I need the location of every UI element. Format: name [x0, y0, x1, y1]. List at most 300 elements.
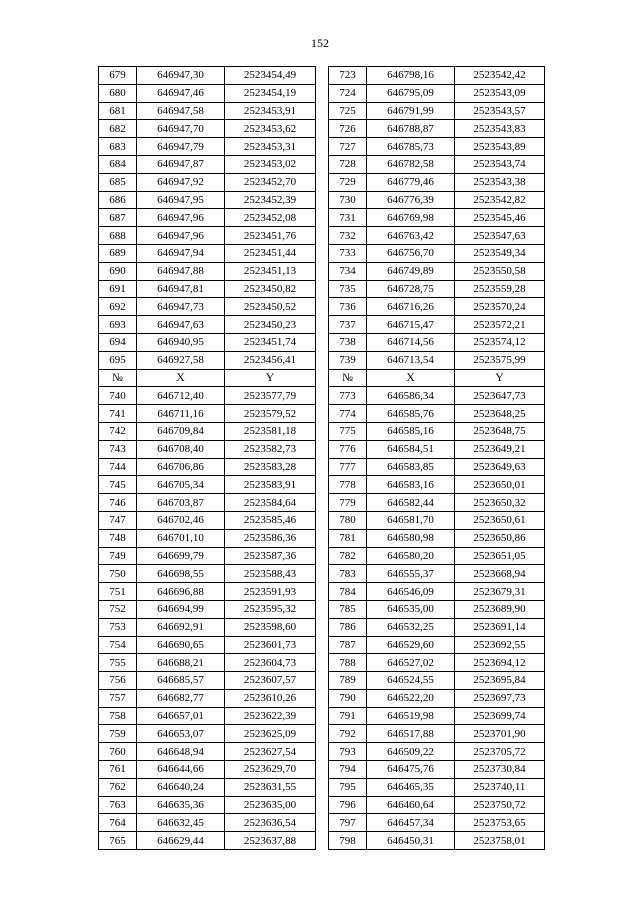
table-row: [99, 565, 545, 583]
point-number-cell: 749: [99, 547, 137, 565]
x-coordinate-cell: 646791,99: [367, 102, 455, 120]
y-coordinate-cell: 2523453,91: [225, 102, 316, 120]
y-coordinate-cell: 2523583,91: [225, 476, 316, 494]
x-coordinate-cell: 646947,73: [137, 298, 225, 316]
point-number-cell: 743: [99, 440, 137, 458]
point-number-cell: 681: [99, 102, 137, 120]
y-coordinate-cell: 2523574,12: [455, 333, 545, 351]
point-number-cell: 788: [329, 654, 367, 672]
point-number-cell: 747: [99, 511, 137, 529]
x-coordinate-cell: 646947,94: [137, 244, 225, 262]
point-number-cell: 680: [99, 84, 137, 102]
y-coordinate-cell: 2523452,08: [225, 209, 316, 227]
point-number-cell: 734: [329, 262, 367, 280]
point-number-cell: 776: [329, 440, 367, 458]
point-number-cell: 729: [329, 173, 367, 191]
y-coordinate-cell: 2523648,75: [455, 422, 545, 440]
y-coordinate-cell: 2523629,70: [225, 761, 316, 779]
y-coordinate-cell: 2523451,44: [225, 244, 316, 262]
y-coordinate-cell: 2523636,54: [225, 814, 316, 832]
x-coordinate-cell: 646711,16: [137, 405, 225, 423]
y-coordinate-cell: 2523581,18: [225, 422, 316, 440]
x-coordinate-cell: 646584,51: [367, 440, 455, 458]
column-gap: [316, 672, 329, 690]
column-gap: [316, 120, 329, 138]
point-number-cell: 679: [99, 67, 137, 85]
y-coordinate-cell: 2523631,55: [225, 778, 316, 796]
x-coordinate-cell: 646706,86: [137, 458, 225, 476]
column-gap: [316, 440, 329, 458]
point-number-cell: 733: [329, 244, 367, 262]
y-coordinate-cell: 2523453,02: [225, 155, 316, 173]
y-coordinate-cell: 2523601,73: [225, 636, 316, 654]
column-gap: [316, 529, 329, 547]
point-number-cell: 754: [99, 636, 137, 654]
table-row: [99, 387, 545, 405]
point-number-cell: 782: [329, 547, 367, 565]
point-number-cell: 787: [329, 636, 367, 654]
column-gap: [316, 547, 329, 565]
x-coordinate-cell: 646465,35: [367, 778, 455, 796]
point-number-cell: 798: [329, 832, 367, 850]
column-gap: [316, 761, 329, 779]
point-number-cell: 760: [99, 743, 137, 761]
table-row: [99, 191, 545, 209]
y-coordinate-cell: 2523607,57: [225, 672, 316, 690]
point-number-cell: 762: [99, 778, 137, 796]
header-y: Y: [455, 369, 545, 387]
column-gap: [316, 707, 329, 725]
point-number-cell: 728: [329, 155, 367, 173]
point-number-cell: 684: [99, 155, 137, 173]
y-coordinate-cell: 2523625,09: [225, 725, 316, 743]
table-row: [99, 672, 545, 690]
table-row: [99, 280, 545, 298]
column-gap: [316, 689, 329, 707]
x-coordinate-cell: 646947,87: [137, 155, 225, 173]
x-coordinate-cell: 646527,02: [367, 654, 455, 672]
point-number-cell: 739: [329, 351, 367, 369]
y-coordinate-cell: 2523572,21: [455, 316, 545, 334]
y-coordinate-cell: 2523452,70: [225, 173, 316, 191]
point-number-cell: 693: [99, 316, 137, 334]
point-number-cell: 759: [99, 725, 137, 743]
y-coordinate-cell: 2523451,76: [225, 227, 316, 245]
point-number-cell: 725: [329, 102, 367, 120]
column-gap: [316, 832, 329, 850]
table-row: [99, 227, 545, 245]
x-coordinate-cell: 646779,46: [367, 173, 455, 191]
column-gap: [316, 67, 329, 85]
table-row: [99, 67, 545, 85]
point-number-cell: 745: [99, 476, 137, 494]
y-coordinate-cell: 2523649,63: [455, 458, 545, 476]
table-row: [99, 173, 545, 191]
x-coordinate-cell: 646782,58: [367, 155, 455, 173]
column-gap: [316, 654, 329, 672]
column-gap: [316, 209, 329, 227]
x-coordinate-cell: 646701,10: [137, 529, 225, 547]
point-number-cell: 724: [329, 84, 367, 102]
y-coordinate-cell: 2523450,23: [225, 316, 316, 334]
x-coordinate-cell: 646529,60: [367, 636, 455, 654]
point-number-cell: 765: [99, 832, 137, 850]
header-x: X: [137, 369, 225, 387]
point-number-cell: 796: [329, 796, 367, 814]
point-number-cell: 784: [329, 583, 367, 601]
point-number-cell: 795: [329, 778, 367, 796]
x-coordinate-cell: 646688,21: [137, 654, 225, 672]
column-gap: [316, 227, 329, 245]
x-coordinate-cell: 646555,37: [367, 565, 455, 583]
x-coordinate-cell: 646546,09: [367, 583, 455, 601]
header-y: Y: [225, 369, 316, 387]
column-gap: [316, 102, 329, 120]
x-coordinate-cell: 646450,31: [367, 832, 455, 850]
x-coordinate-cell: 646947,92: [137, 173, 225, 191]
x-coordinate-cell: 646728,75: [367, 280, 455, 298]
table-row: [99, 422, 545, 440]
x-coordinate-cell: 646583,16: [367, 476, 455, 494]
point-number-cell: 750: [99, 565, 137, 583]
x-coordinate-cell: 646708,40: [137, 440, 225, 458]
x-coordinate-cell: 646581,70: [367, 511, 455, 529]
column-gap: [316, 743, 329, 761]
x-coordinate-cell: 646685,57: [137, 672, 225, 690]
column-gap: [316, 583, 329, 601]
y-coordinate-cell: 2523595,32: [225, 600, 316, 618]
column-gap: [316, 405, 329, 423]
table-row: [99, 84, 545, 102]
x-coordinate-cell: 646798,16: [367, 67, 455, 85]
y-coordinate-cell: 2523549,34: [455, 244, 545, 262]
y-coordinate-cell: 2523454,49: [225, 67, 316, 85]
column-gap: [316, 262, 329, 280]
coordinates-table: [98, 66, 545, 850]
point-number-cell: 740: [99, 387, 137, 405]
column-gap: [316, 814, 329, 832]
x-coordinate-cell: 646640,24: [137, 778, 225, 796]
table-row: [99, 138, 545, 156]
column-gap: [316, 280, 329, 298]
x-coordinate-cell: 646749,89: [367, 262, 455, 280]
table-row: [99, 262, 545, 280]
y-coordinate-cell: 2523559,28: [455, 280, 545, 298]
point-number-cell: 756: [99, 672, 137, 690]
y-coordinate-cell: 2523579,52: [225, 405, 316, 423]
y-coordinate-cell: 2523668,94: [455, 565, 545, 583]
y-coordinate-cell: 2523586,36: [225, 529, 316, 547]
point-number-cell: 732: [329, 227, 367, 245]
y-coordinate-cell: 2523694,12: [455, 654, 545, 672]
y-coordinate-cell: 2523622,39: [225, 707, 316, 725]
point-number-cell: 758: [99, 707, 137, 725]
point-number-cell: 789: [329, 672, 367, 690]
x-coordinate-cell: 646702,46: [137, 511, 225, 529]
y-coordinate-cell: 2523695,84: [455, 672, 545, 690]
table-row: [99, 707, 545, 725]
table-row: [99, 618, 545, 636]
table-row: [99, 476, 545, 494]
point-number-cell: 738: [329, 333, 367, 351]
point-number-cell: 727: [329, 138, 367, 156]
x-coordinate-cell: 646947,95: [137, 191, 225, 209]
point-number-cell: 682: [99, 120, 137, 138]
x-coordinate-cell: 646629,44: [137, 832, 225, 850]
y-coordinate-cell: 2523550,58: [455, 262, 545, 280]
point-number-cell: 751: [99, 583, 137, 601]
y-coordinate-cell: 2523542,42: [455, 67, 545, 85]
y-coordinate-cell: 2523627,54: [225, 743, 316, 761]
column-gap: [316, 387, 329, 405]
table-row: [99, 778, 545, 796]
point-number-cell: 686: [99, 191, 137, 209]
table-row: [99, 529, 545, 547]
table-header-row: [99, 369, 545, 387]
x-coordinate-cell: 646653,07: [137, 725, 225, 743]
point-number-cell: 688: [99, 227, 137, 245]
point-number-cell: 692: [99, 298, 137, 316]
table-row: [99, 209, 545, 227]
point-number-cell: 794: [329, 761, 367, 779]
y-coordinate-cell: 2523543,83: [455, 120, 545, 138]
x-coordinate-cell: 646947,70: [137, 120, 225, 138]
y-coordinate-cell: 2523545,46: [455, 209, 545, 227]
point-number-cell: 781: [329, 529, 367, 547]
x-coordinate-cell: 646712,40: [137, 387, 225, 405]
x-coordinate-cell: 646698,55: [137, 565, 225, 583]
x-coordinate-cell: 646585,76: [367, 405, 455, 423]
y-coordinate-cell: 2523451,13: [225, 262, 316, 280]
x-coordinate-cell: 646703,87: [137, 494, 225, 512]
table-row: [99, 333, 545, 351]
x-coordinate-cell: 646716,26: [367, 298, 455, 316]
column-gap: [316, 333, 329, 351]
table-row: [99, 654, 545, 672]
x-coordinate-cell: 646940,95: [137, 333, 225, 351]
column-gap: [316, 244, 329, 262]
y-coordinate-cell: 2523450,82: [225, 280, 316, 298]
table-row: [99, 155, 545, 173]
point-number-cell: 726: [329, 120, 367, 138]
table-row: [99, 351, 545, 369]
x-coordinate-cell: 646713,54: [367, 351, 455, 369]
x-coordinate-cell: 646776,39: [367, 191, 455, 209]
x-coordinate-cell: 646475,76: [367, 761, 455, 779]
column-gap: [316, 725, 329, 743]
y-coordinate-cell: 2523604,73: [225, 654, 316, 672]
y-coordinate-cell: 2523610,26: [225, 689, 316, 707]
x-coordinate-cell: 646580,20: [367, 547, 455, 565]
table-row: [99, 316, 545, 334]
point-number-cell: 761: [99, 761, 137, 779]
x-coordinate-cell: 646795,09: [367, 84, 455, 102]
column-gap: [316, 476, 329, 494]
column-gap: [316, 565, 329, 583]
x-coordinate-cell: 646522,20: [367, 689, 455, 707]
point-number-cell: 741: [99, 405, 137, 423]
table-row: [99, 511, 545, 529]
x-coordinate-cell: 646524,55: [367, 672, 455, 690]
table-row: [99, 636, 545, 654]
column-gap: [316, 511, 329, 529]
table-row: [99, 298, 545, 316]
column-gap: [316, 84, 329, 102]
point-number-cell: 785: [329, 600, 367, 618]
point-number-cell: 735: [329, 280, 367, 298]
y-coordinate-cell: 2523740,11: [455, 778, 545, 796]
y-coordinate-cell: 2523451,74: [225, 333, 316, 351]
x-coordinate-cell: 646947,88: [137, 262, 225, 280]
y-coordinate-cell: 2523689,90: [455, 600, 545, 618]
point-number-cell: 778: [329, 476, 367, 494]
point-number-cell: 791: [329, 707, 367, 725]
y-coordinate-cell: 2523456,41: [225, 351, 316, 369]
y-coordinate-cell: 2523453,62: [225, 120, 316, 138]
y-coordinate-cell: 2523637,88: [225, 832, 316, 850]
point-number-cell: 731: [329, 209, 367, 227]
point-number-cell: 780: [329, 511, 367, 529]
point-number-cell: 685: [99, 173, 137, 191]
x-coordinate-cell: 646756,70: [367, 244, 455, 262]
x-coordinate-cell: 646947,63: [137, 316, 225, 334]
x-coordinate-cell: 646696,88: [137, 583, 225, 601]
table-row: [99, 494, 545, 512]
y-coordinate-cell: 2523758,01: [455, 832, 545, 850]
y-coordinate-cell: 2523598,60: [225, 618, 316, 636]
table-row: [99, 600, 545, 618]
y-coordinate-cell: 2523588,43: [225, 565, 316, 583]
column-gap: [316, 778, 329, 796]
column-gap: [316, 316, 329, 334]
x-coordinate-cell: 646535,00: [367, 600, 455, 618]
y-coordinate-cell: 2523582,73: [225, 440, 316, 458]
y-coordinate-cell: 2523650,01: [455, 476, 545, 494]
table-row: [99, 440, 545, 458]
point-number-cell: 744: [99, 458, 137, 476]
x-coordinate-cell: 646690,65: [137, 636, 225, 654]
x-coordinate-cell: 646583,85: [367, 458, 455, 476]
x-coordinate-cell: 646788,87: [367, 120, 455, 138]
y-coordinate-cell: 2523587,36: [225, 547, 316, 565]
y-coordinate-cell: 2523697,73: [455, 689, 545, 707]
y-coordinate-cell: 2523635,00: [225, 796, 316, 814]
y-coordinate-cell: 2523648,25: [455, 405, 545, 423]
x-coordinate-cell: 646694,99: [137, 600, 225, 618]
table-row: [99, 725, 545, 743]
y-coordinate-cell: 2523452,39: [225, 191, 316, 209]
y-coordinate-cell: 2523543,89: [455, 138, 545, 156]
y-coordinate-cell: 2523583,28: [225, 458, 316, 476]
y-coordinate-cell: 2523647,73: [455, 387, 545, 405]
x-coordinate-cell: 646457,34: [367, 814, 455, 832]
header-number: №: [99, 369, 137, 387]
point-number-cell: 753: [99, 618, 137, 636]
column-gap: [316, 618, 329, 636]
x-coordinate-cell: 646785,73: [367, 138, 455, 156]
x-coordinate-cell: 646947,30: [137, 67, 225, 85]
x-coordinate-cell: 646947,96: [137, 227, 225, 245]
column-gap: [316, 422, 329, 440]
column-gap: [316, 369, 329, 387]
y-coordinate-cell: 2523570,24: [455, 298, 545, 316]
table-row: [99, 458, 545, 476]
column-gap: [316, 600, 329, 618]
x-coordinate-cell: 646517,88: [367, 725, 455, 743]
column-gap: [316, 636, 329, 654]
y-coordinate-cell: 2523542,82: [455, 191, 545, 209]
point-number-cell: 752: [99, 600, 137, 618]
y-coordinate-cell: 2523750,72: [455, 796, 545, 814]
point-number-cell: 737: [329, 316, 367, 334]
x-coordinate-cell: 646947,58: [137, 102, 225, 120]
x-coordinate-cell: 646769,98: [367, 209, 455, 227]
y-coordinate-cell: 2523691,14: [455, 618, 545, 636]
point-number-cell: 783: [329, 565, 367, 583]
x-coordinate-cell: 646644,66: [137, 761, 225, 779]
table-row: [99, 689, 545, 707]
header-number: №: [329, 369, 367, 387]
point-number-cell: 774: [329, 405, 367, 423]
table-row: [99, 814, 545, 832]
table-row: [99, 102, 545, 120]
y-coordinate-cell: 2523650,32: [455, 494, 545, 512]
column-gap: [316, 191, 329, 209]
column-gap: [316, 351, 329, 369]
x-coordinate-cell: 646692,91: [137, 618, 225, 636]
y-coordinate-cell: 2523699,74: [455, 707, 545, 725]
point-number-cell: 730: [329, 191, 367, 209]
x-coordinate-cell: 646709,84: [137, 422, 225, 440]
x-coordinate-cell: 646582,44: [367, 494, 455, 512]
point-number-cell: 792: [329, 725, 367, 743]
y-coordinate-cell: 2523543,38: [455, 173, 545, 191]
point-number-cell: 755: [99, 654, 137, 672]
x-coordinate-cell: 646682,77: [137, 689, 225, 707]
column-gap: [316, 494, 329, 512]
table-row: [99, 583, 545, 601]
point-number-cell: 779: [329, 494, 367, 512]
header-x: X: [367, 369, 455, 387]
x-coordinate-cell: 646460,64: [367, 796, 455, 814]
column-gap: [316, 155, 329, 173]
point-number-cell: 764: [99, 814, 137, 832]
point-number-cell: 797: [329, 814, 367, 832]
table-row: [99, 796, 545, 814]
table-row: [99, 761, 545, 779]
point-number-cell: 683: [99, 138, 137, 156]
x-coordinate-cell: 646586,34: [367, 387, 455, 405]
y-coordinate-cell: 2523577,79: [225, 387, 316, 405]
column-gap: [316, 458, 329, 476]
table-row: [99, 405, 545, 423]
x-coordinate-cell: 646635,36: [137, 796, 225, 814]
x-coordinate-cell: 646657,01: [137, 707, 225, 725]
y-coordinate-cell: 2523547,63: [455, 227, 545, 245]
x-coordinate-cell: 646947,79: [137, 138, 225, 156]
column-gap: [316, 173, 329, 191]
y-coordinate-cell: 2523543,57: [455, 102, 545, 120]
point-number-cell: 775: [329, 422, 367, 440]
table-row: [99, 743, 545, 761]
point-number-cell: 690: [99, 262, 137, 280]
x-coordinate-cell: 646763,42: [367, 227, 455, 245]
table-row: [99, 244, 545, 262]
point-number-cell: 790: [329, 689, 367, 707]
y-coordinate-cell: 2523650,86: [455, 529, 545, 547]
y-coordinate-cell: 2523705,72: [455, 743, 545, 761]
x-coordinate-cell: 646632,45: [137, 814, 225, 832]
